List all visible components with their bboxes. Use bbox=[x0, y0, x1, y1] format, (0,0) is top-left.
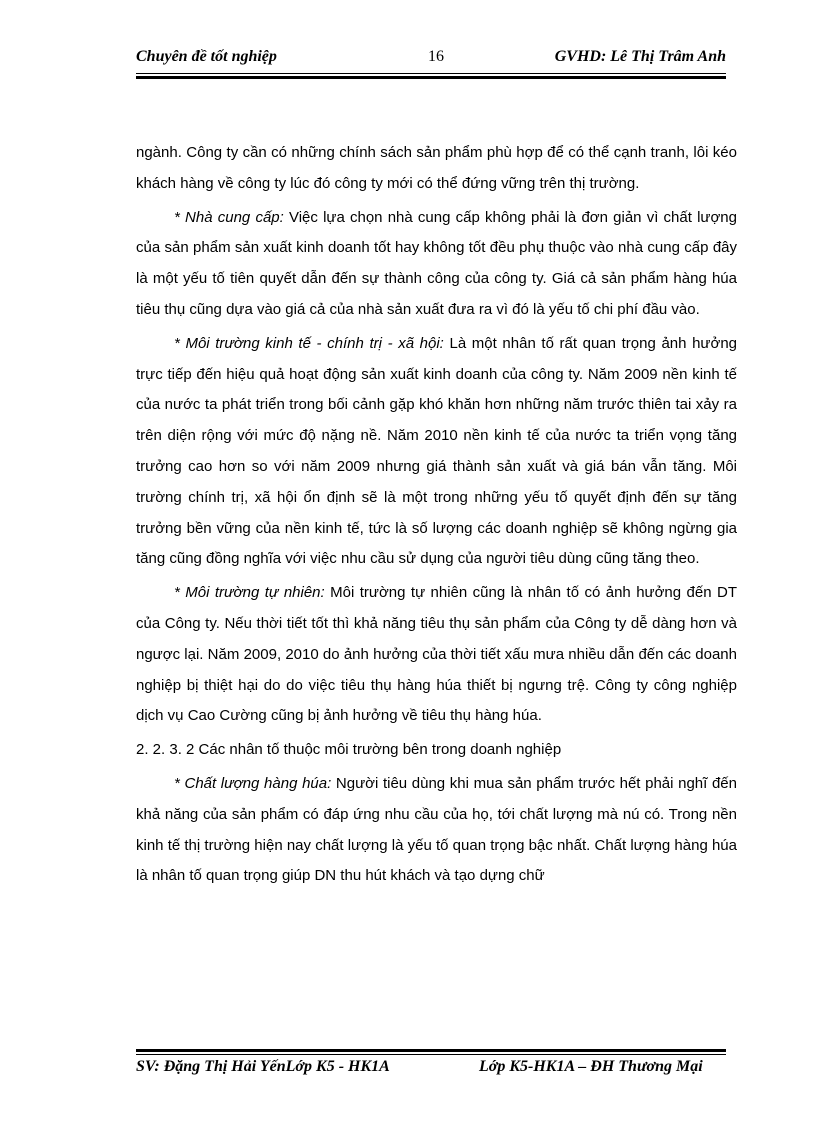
footer-class: Lớp K5-HK1A – ĐH Thương Mại bbox=[479, 1058, 703, 1075]
document-body bbox=[136, 138, 737, 895]
header-advisor: GVHD: Lê Thị Trâm Anh bbox=[554, 48, 726, 65]
paragraph-label: * Chất lượng hàng húa: bbox=[174, 774, 332, 792]
paragraph-text: ngành. Công ty cần có những chính sách sản phẩm phù hợp để có thể cạnh tranh, lôi kéo khách hàng về công ty lúc đó công ty mới có thể đứng vững trên thị trường. bbox=[136, 144, 737, 192]
paragraph-text: Là một nhân tố rất quan trọng ảnh hưởng trực tiếp đến hiệu quả hoạt động sản xuất kinh doanh của công ty. Năm 2009 nền kinh tế của nước ta phát triển trong bối cảnh gặp khó khăn hơn những năm trước thiên tai xảy ra trên diện rộng với mức độ nặng nề. Năm 2010 nền kinh tế của nước ta triển vọng tăng trưởng cao hơn so với năm 2009 nhưng giá thành sản xuất và giá bán vẫn tăng. Môi trường chính trị, xã hội ổn định sẽ là một trong những yếu tố quyết định đến sự tăng trưởng bền vững của nền kinh tế, tức là số lượng các doanh nghiệp sẽ không ngừng gia tăng cũng đồng nghĩa với việc nhu cầu sử dụng của người tiêu dùng cũng tăng theo. bbox=[136, 334, 737, 568]
paragraph bbox=[136, 329, 737, 575]
section-heading-text: 2. 2. 3. 2 Các nhân tố thuộc môi trường bên trong doanh nghiệp bbox=[136, 741, 562, 759]
page-header bbox=[136, 48, 726, 70]
paragraph-label: * Nhà cung cấp: bbox=[174, 208, 284, 226]
header-title: Chuyên đề tốt nghiệp bbox=[136, 48, 277, 65]
paragraph-text: Việc lựa chọn nhà cung cấp không phải là đơn giản vì chất lượng của sản phẩm sản xuất kinh doanh tốt hay không tốt đều phụ thuộc vào nhà cung cấp đây là một yếu tố tiên quyết dẫn đến sự thành công của công ty. Giá cả sản phẩm hàng húa tiêu thụ cũng dựa vào giá cả của nhà sản xuất đưa ra vì đó là yếu tố chi phí đầu vào. bbox=[136, 208, 737, 318]
paragraph bbox=[136, 138, 737, 200]
paragraph-label: * Môi trường tự nhiên: bbox=[174, 584, 325, 602]
paragraph bbox=[136, 203, 737, 326]
header-rule-thin bbox=[136, 73, 726, 74]
section-heading bbox=[136, 735, 737, 766]
paragraph-label: * Môi trường kinh tế - chính trị - xã hội: bbox=[174, 334, 444, 352]
paragraph-text: Môi trường tự nhiên cũng là nhân tố có ảnh hưởng đến DT của Công ty. Nếu thời tiết tốt thì khả năng tiêu thụ sản phẩm của Công ty dễ dàng hơn và ngược lại. Năm 2009, 2010 do ảnh hưởng của thời tiết xấu mưa nhiều dẫn đến các doanh nghiệp bị thiệt hại do do việc tiêu thụ hàng húa thiết bị ngưng trệ. Công ty công nghiệp dịch vụ Cao Cường cũng bị ảnh hưởng về tiêu thụ hàng húa. bbox=[136, 584, 737, 725]
paragraph bbox=[136, 578, 737, 732]
page-footer bbox=[136, 1058, 726, 1080]
footer-student: SV: Đặng Thị Hải YếnLớp K5 - HK1A bbox=[136, 1058, 390, 1075]
footer-rule-thick bbox=[136, 1049, 726, 1052]
paragraph bbox=[136, 769, 737, 892]
paragraph-text: Người tiêu dùng khi mua sản phẩm trước hết phải nghĩ đến khả năng của sản phẩm có đáp ứng nhu cầu của họ, tới chất lượng mà nú có. Trong nền kinh tế thị trường hiện nay chất lượng là yếu tố quan trọng bậc nhất. Chất lượng hàng húa là nhân tố quan trọng giúp DN thu hút khách và tạo dựng chữ bbox=[136, 774, 737, 885]
footer-rule-thin bbox=[136, 1054, 726, 1055]
header-rule-thick bbox=[136, 76, 726, 79]
page-number: 16 bbox=[428, 48, 444, 65]
